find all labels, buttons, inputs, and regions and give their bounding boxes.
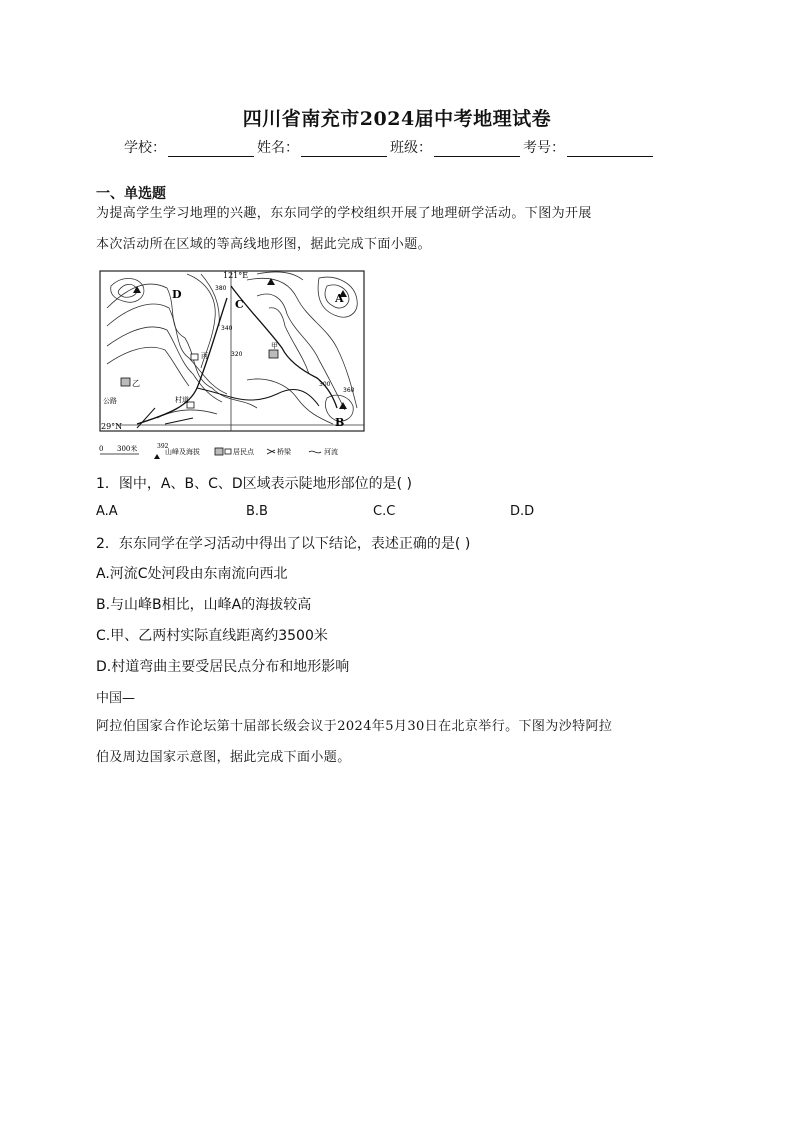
peak-icon [339,402,347,409]
legend-river: 河流 [324,448,338,456]
legend-settlement: 居民点 [233,448,254,456]
q2-option-b[interactable]: B.与山峰B相比，山峰A的海拔较高 [96,597,312,613]
class-blank[interactable] [434,142,520,157]
road-main [137,298,227,424]
legend-bridge: 桥梁 [277,448,291,456]
river-icon [309,451,321,453]
exam-number-blank[interactable] [567,142,653,157]
settlement-icon [121,378,130,386]
bridge [165,418,193,424]
label-a: A [335,292,344,305]
q2-option-c[interactable]: C.甲、乙两村实际直线距离约3500米 [96,628,328,644]
lead-text: 中国— [96,691,136,706]
label-c: C [235,298,244,311]
legend-peak-height: 392 [157,443,169,450]
peak-icon [133,286,141,293]
scale-zero: 0 [99,445,104,453]
contour-lines [107,272,357,424]
intro-line: 本次活动所在区域的等高线地形图，据此完成下面小题。 [96,237,432,252]
settlement-icon [215,448,223,455]
contour-label: 320 [231,351,243,358]
contour-label: 380 [215,285,227,292]
village-bing: 丙 [201,352,208,360]
village-yi: 乙 [132,379,140,388]
school-blank[interactable] [168,142,254,157]
contour-label: 340 [221,325,233,332]
village-road-label: 村道 [175,396,189,404]
legend-peak: 山峰及海拔 [165,448,200,456]
intro-paragraph-2 [96,711,700,773]
label-d: D [172,288,182,301]
label-b: B [335,416,345,429]
name-blank[interactable] [301,142,387,157]
q1-option-d[interactable]: D.D [510,504,535,519]
q1-option-b[interactable]: B.B [246,504,268,519]
q1-option-a[interactable]: A.A [96,504,118,519]
section-heading: 一、单选题 [96,186,166,202]
intro-paragraph-1 [96,198,700,260]
exam-number-label: 考号： [523,140,565,156]
scale-length: 300米 [117,445,138,453]
class-label: 班级： [390,140,432,156]
intro-line: 阿拉伯国家合作论坛第十届部长级会议于2024年5月30日在北京举行。下图为沙特阿拉 [96,719,613,734]
bridge-icon [267,449,275,454]
meridian-label: 121°E [223,271,249,280]
river-c [231,286,337,408]
settlement-icon [269,350,278,358]
intro-line: 为提高学生学习地理的兴趣，东东同学的学校组织开展了地理研学活动。下图为开展 [96,206,592,221]
page-title: 四川省南充市2024届中考地理试卷 [242,108,552,130]
q1-option-c[interactable]: C.C [373,504,396,519]
settlement-icon [191,354,198,360]
peak-icon [154,454,160,459]
parallel-label: 29°N [101,422,123,431]
intro-line: 伯及周边国家示意图，据此完成下面小题。 [96,750,351,765]
contour-label: 300 [319,381,331,388]
settlement-icon [225,449,231,454]
question-1: 1．图中，A、B、C、D区域表示陡地形部位的是( ) [96,476,413,492]
contour-label: 360 [343,387,355,394]
peak-icon [267,278,275,285]
q2-option-a[interactable]: A.河流C处河段由东南流向西北 [96,566,288,582]
school-label: 学校： [124,140,166,156]
q2-option-d[interactable]: D.村道弯曲主要受居民点分布和地形影响 [96,659,350,675]
student-info-line [124,137,656,157]
road-label: 公路 [103,397,117,405]
map-legend [99,443,338,459]
question-2: 2．东东同学在学习活动中得出了以下结论，表述正确的是( ) [96,536,471,552]
village-jia: 甲 [271,342,278,350]
contour-map [97,268,367,464]
name-label: 姓名： [257,140,299,156]
